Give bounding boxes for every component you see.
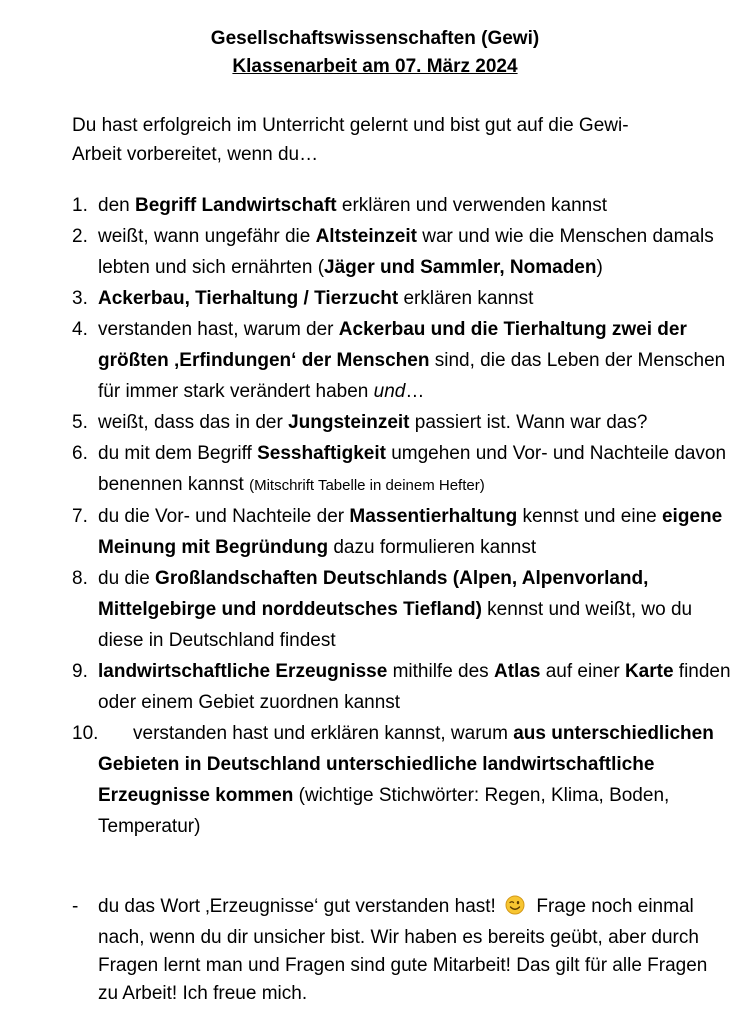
intro-line-2: Arbeit vorbereitet, wenn du… — [72, 144, 319, 165]
list-item: 3. Ackerbau, Tierhaltung / Tierzucht erklären kannst — [72, 288, 534, 309]
list-item: 5. weißt, dass das in der Jungsteinzeit passiert ist. Wann war das? — [72, 412, 648, 433]
list-item: 8. du die Großlandschaften Deutschlands (Alpen, Alpenvorland, Mittelgebirge und norddeutsches Tiefland) kennst und weißt, wo du diese in Deutschland findest — [72, 568, 693, 651]
list-item: 6. du mit dem Begriff Sesshaftigkeit umgehen und Vor- und Nachteile davon benennen kannst (Mitschrift Tabelle in deinem Hefter) — [72, 443, 727, 495]
list-item: 2. weißt, wann ungefähr die Altsteinzeit war und wie die Menschen damals lebten und sich ernährten (Jäger und Sammler, Nomaden) — [72, 226, 714, 278]
final-note — [72, 893, 712, 1008]
intro-paragraph — [72, 111, 712, 169]
list-item: 4. verstanden hast, warum der Ackerbau und die Tierhaltung zwei der größten ‚Erfindungen‘ der Menschen sind, die das Leben der Menschen für immer stark verändert haben und… — [72, 319, 726, 402]
dash-bullet: - — [72, 896, 79, 917]
note-text-end: Frage noch einmal nach, wenn du dir unsicher bist. Wir haben es bereits geübt, aber durch Fragen lernt man und Fragen sind gute Mitarbeit! Das gilt für alle Fragen zu Arbeit! Ich freue mich. — [98, 896, 708, 1004]
list-item: 9. landwirtschaftliche Erzeugnisse mithilfe des Atlas auf einer Karte finden oder einem Gebiet zuordnen kannst — [72, 661, 731, 713]
list-item: 7. du die Vor- und Nachteile der Massentierhaltung kennst und eine eigene Meinung mit Begründung dazu formulieren kannst — [72, 506, 723, 558]
note-text-start: du das Wort ‚Erzeugnisse‘ gut verstanden hast! — [98, 896, 496, 917]
exam-date-heading: Klassenarbeit am 07. März 2024 — [232, 56, 518, 77]
intro-line-1: Du hast erfolgreich im Unterricht gelernt und bist gut auf die Gewi- — [72, 115, 629, 136]
subject-heading: Gesellschaftswissenschaften (Gewi) — [210, 28, 540, 49]
learning-goals-list — [72, 190, 732, 842]
winking-smiley-icon — [505, 895, 525, 924]
list-item: 1. den Begriff Landwirtschaft erklären und verwenden kannst — [72, 195, 607, 216]
list-item: 10. verstanden hast und erklären kannst, warum aus unterschiedlichen Gebieten in Deutschland unterschiedliche landwirtschaftliche Erzeugnisse kommen (wichtige Stichwörter: Regen, Klima, Boden, Temperatur) — [72, 723, 714, 837]
